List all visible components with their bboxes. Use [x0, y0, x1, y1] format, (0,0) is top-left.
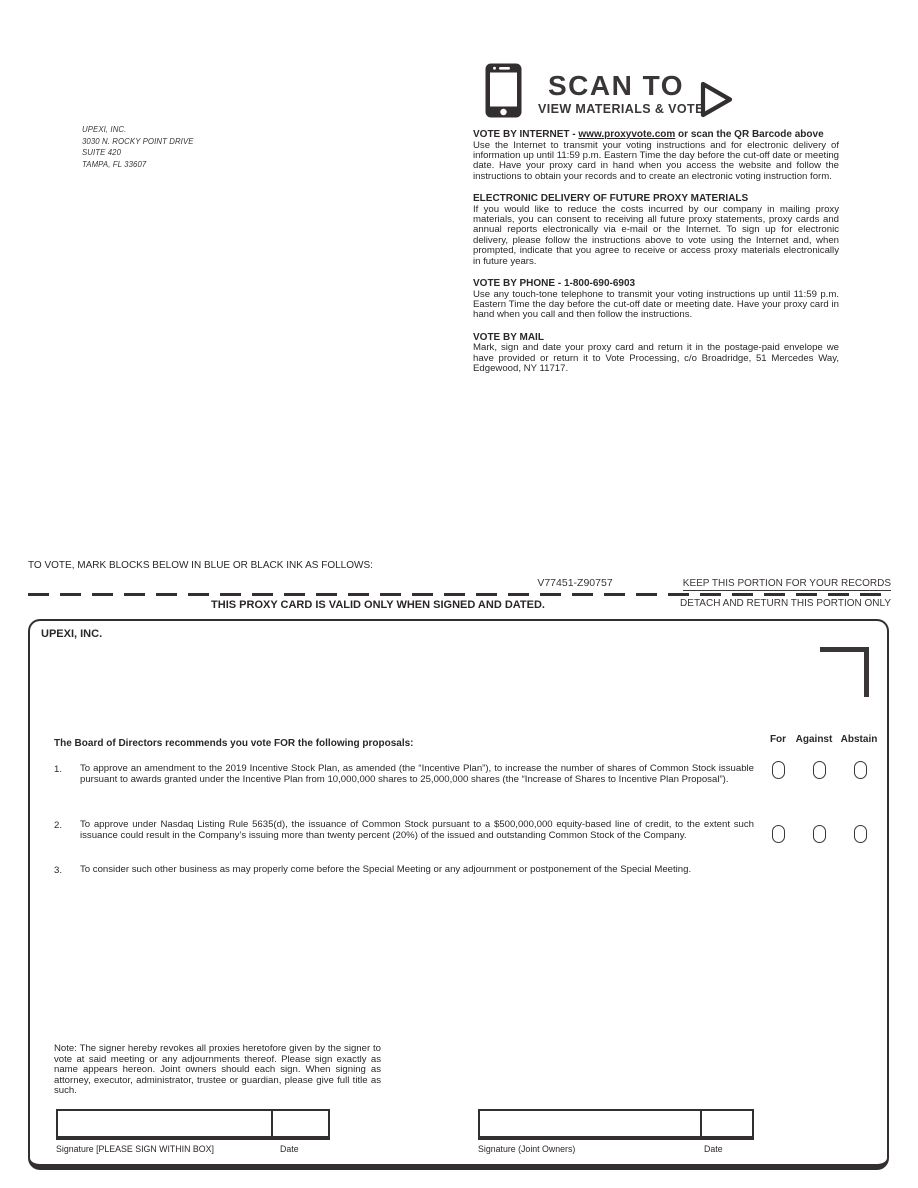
electronic-delivery-heading: ELECTRONIC DELIVERY OF FUTURE PROXY MATERIALS: [473, 193, 749, 205]
board-recommendation: The Board of Directors recommends you vote FOR the following proposals:: [54, 738, 414, 749]
valid-when-signed-notice: THIS PROXY CARD IS VALID ONLY WHEN SIGNED AND DATED.: [211, 599, 545, 611]
vote-by-mail-body: Mark, sign and date your proxy card and return it in the postage-paid envelope we have provided or return it to Vote Processing, c/o Broadridge, 51 Mercedes Way, Edgewood, NY 11717.: [473, 342, 839, 375]
card-company-name: UPEXI, INC.: [41, 628, 103, 640]
company-name: UPEXI, INC.: [82, 125, 127, 134]
primary-signature-box[interactable]: [56, 1109, 273, 1140]
marking-instruction: TO VOTE, MARK BLOCKS BELOW IN BLUE OR BLACK INK AS FOLLOWS:: [28, 560, 373, 571]
detach-dashed-line: [28, 593, 890, 596]
vote-by-internet-heading: [473, 129, 839, 141]
proposal-2-text: To approve under Nasdaq Listing Rule 5635(d), the issuance of Common Stock pursuant to a $500,000,000 equity-based line of credit, to the extent such issuance could result in the Company’s issuing more than twenty percent (20%) of the issued and outstanding Common Stock of the Company.: [80, 819, 754, 841]
corner-registration-mark: [820, 647, 869, 697]
smartphone-scan-icon: [484, 62, 523, 124]
scan-banner: [538, 70, 704, 116]
proposal-2-number: 2.: [54, 820, 63, 831]
proposal-1-against-oval[interactable]: [813, 761, 826, 779]
vote-by-internet-section: [473, 129, 839, 182]
electronic-delivery-body: If you would like to reduce the costs incurred by our company in mailing proxy materials, you can consent to receiving all future proxy statements, proxy cards and annual reports electronically via e-mail or the Internet. To sign up for electronic delivery, please follow the instructions above to vote using the Internet and, when prompted, indicate that you agree to receive or access proxy materials electronically in future years.: [473, 203, 839, 267]
column-header-abstain: Abstain: [840, 734, 878, 745]
proposal-3-number: 3.: [54, 865, 63, 876]
vote-by-internet-heading-prefix: VOTE BY INTERNET -: [473, 129, 579, 140]
control-number: V77451-Z90757: [537, 577, 613, 589]
joint-date-box[interactable]: [700, 1109, 754, 1140]
vote-by-internet-heading-suffix: or scan the QR Barcode above: [675, 129, 824, 140]
joint-date-label: Date: [704, 1144, 723, 1154]
column-header-against: Against: [795, 734, 833, 745]
detach-portion-text: DETACH AND RETURN THIS PORTION ONLY: [680, 598, 891, 609]
primary-date-label: Date: [280, 1144, 299, 1154]
scan-banner-subtitle: VIEW MATERIALS & VOTE: [538, 102, 704, 116]
signer-note: Note: The signer hereby revokes all proxies heretofore given by the signer to vote at said meeting or any adjournments thereof. Please sign exactly as name appears hereon. Joint owners should each sign. When signing as attorney, executor, administrator, trustee or guardian, please give full title as such.: [54, 1043, 381, 1097]
primary-signature-label: Signature [PLEASE SIGN WITHIN BOX]: [56, 1144, 214, 1154]
right-arrow-icon: [699, 80, 734, 124]
proxy-card: [28, 619, 889, 1170]
proposal-2-abstain-oval[interactable]: [854, 825, 867, 843]
vote-by-phone-section: [473, 278, 839, 321]
vote-methods-column: [473, 129, 839, 386]
proposal-1-abstain-oval[interactable]: [854, 761, 867, 779]
vote-by-phone-body: Use any touch-tone telephone to transmit your voting instructions up until 11:59 p.m. Eastern Time the day before the cut-off date or meeting date. Have your proxy card in hand when you call and then follow the instructions.: [473, 288, 839, 321]
vote-by-internet-body: Use the Internet to transmit your voting instructions and for electronic delivery of information up until 11:59 p.m. Eastern Time the day before the cut-off date or meeting date. Have your proxy card in hand when you access the website and follow the instructions to obtain your records and to create an electronic voting instruction form.: [473, 139, 840, 182]
proposal-2-against-oval[interactable]: [813, 825, 826, 843]
scan-banner-title: SCAN TO: [548, 70, 684, 101]
electronic-delivery-section: [473, 193, 839, 267]
proposal-1-text: To approve an amendment to the 2019 Incentive Stock Plan, as amended (the “Incentive Plan”), to increase the number of shares of Common Stock issuable pursuant to awards granted under the Incentive Plan from 10,000,000 shares to 25,000,000 shares (the “Increase of Shares to Incentive Plan Proposal”).: [80, 763, 754, 785]
address-line-1: 3030 N. ROCKY POINT DRIVE: [82, 136, 194, 146]
column-header-for: For: [769, 734, 787, 745]
joint-signature-box[interactable]: [478, 1109, 702, 1140]
address-line-3: TAMPA, FL 33607: [82, 159, 147, 169]
keep-portion-text: KEEP THIS PORTION FOR YOUR RECORDS: [682, 578, 891, 589]
proposal-1-for-oval[interactable]: [772, 761, 785, 779]
proposal-2-for-oval[interactable]: [772, 825, 785, 843]
proxyvote-link[interactable]: www.proxyvote.com: [578, 129, 676, 140]
company-address-block: [82, 124, 194, 170]
address-line-2: SUITE 420: [82, 148, 122, 158]
vote-by-phone-heading: VOTE BY PHONE - 1-800-690-6903: [473, 278, 636, 290]
joint-signature-group: [478, 1109, 754, 1140]
primary-signature-group: [56, 1109, 330, 1140]
proposal-3-text: To consider such other business as may properly come before the Special Meeting or any adjournment or postponement of the Special Meeting.: [80, 864, 692, 875]
proposal-1-number: 1.: [54, 764, 63, 775]
primary-date-box[interactable]: [271, 1109, 330, 1140]
vote-by-mail-section: [473, 332, 839, 375]
joint-signature-label: Signature (Joint Owners): [478, 1144, 576, 1154]
vote-by-mail-heading: VOTE BY MAIL: [473, 331, 544, 343]
